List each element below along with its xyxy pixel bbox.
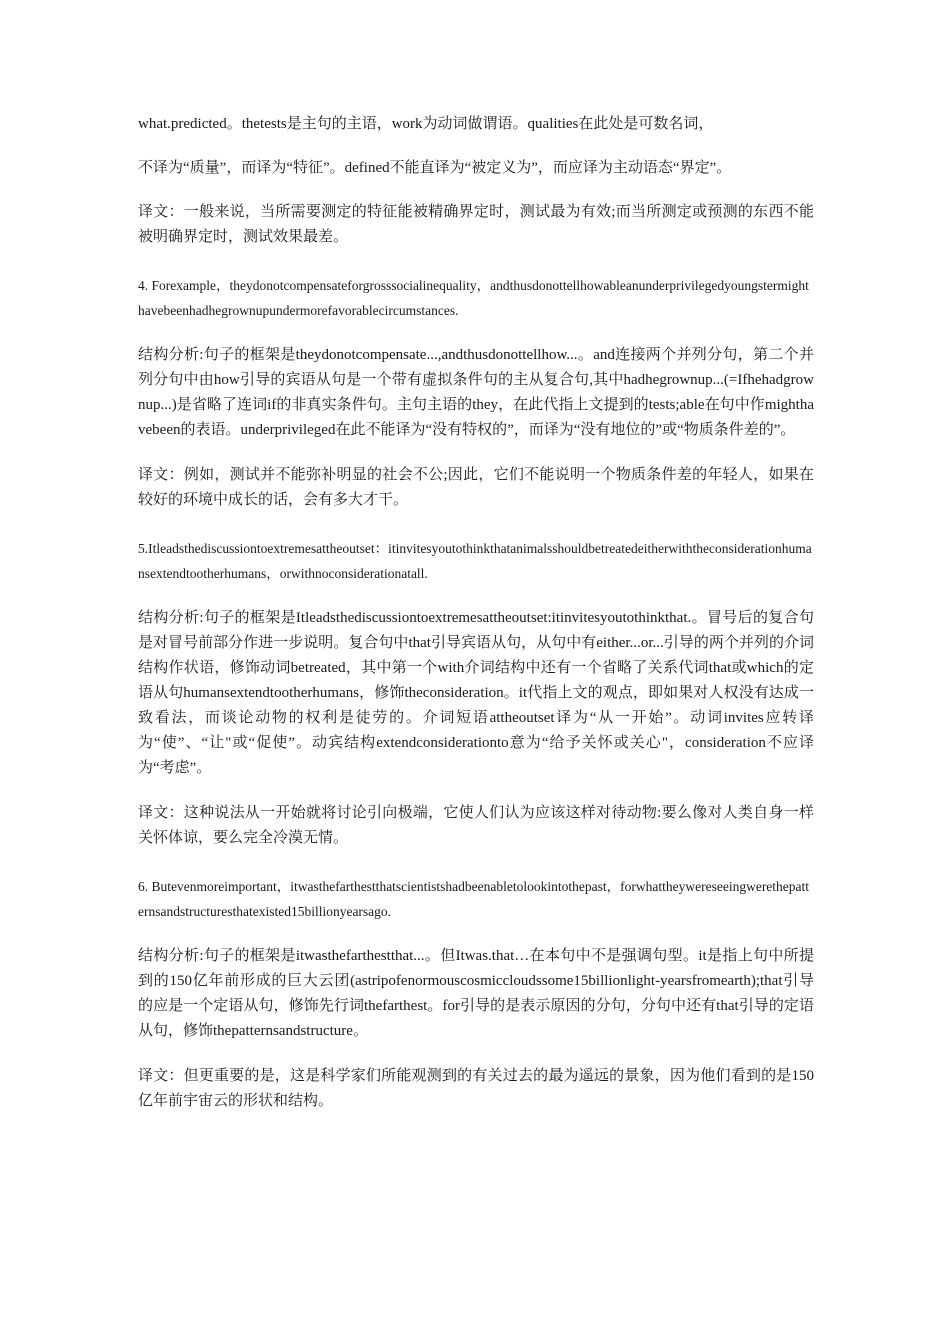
paragraph-translation-4: 译文：例如，测试并不能弥补明显的社会不公;因此，它们不能说明一个物质条件差的年轻人，如果在较好的环境中成长的话，会有多大才干。 bbox=[138, 467, 814, 508]
paragraph-sentence-5: 5.Itleadsthediscussiontoextremesattheoutset：itinvitesyoutothinkthatanimalsshouldbetreatedeitherwiththeconsiderationhumansextendtootherhumans，orwithnoconsiderationatall. bbox=[138, 541, 812, 581]
paragraph-analysis-6: 结构分析:句子的框架是itwasthefarthestthat...。但Itwas.that…在本句中不是强调句型。it是指上句中所提到的150亿年前形成的巨大云团(astripofenormouscosmiccloudssome15billionlight-yearsfromearth);that引导的应是一个定语从句，修饰先行词thefarthest。for引导的是表示原因的分句，分句中还有that引导的定语从句，修饰thepatternsandstructure。 bbox=[138, 948, 814, 1039]
paragraph-sentence-6: 6. Butevenmoreimportant，itwasthefarthestthatscientistshadbeenabletolookintothepast，forwhattheywereseeingwerethepatternsandstructuresthatexisted15billionyearsago. bbox=[138, 879, 810, 919]
paragraph-sentence-4: 4. Forexample，theydonotcompensateforgrosssocialinequality，andthusdonottellhowableanunderprivilegedyoungstermighthavebeenhadhegrownupundermorefavorablecircumstances. bbox=[138, 278, 809, 318]
paragraph-translation-5: 译文：这种说法从一开始就将讨论引向极端，它使人们认为应该这样对待动物:要么像对人类自身一样关怀体谅，要么完全冷漠无情。 bbox=[138, 805, 814, 846]
paragraph-translation-3: 译文：一般来说，当所需要测定的特征能被精确界定时，测试最为有效;而当所测定或预测的东西不能被明确界定时，测试效果最差。 bbox=[138, 204, 814, 245]
paragraph-translation-6: 译文：但更重要的是，这是科学家们所能观测到的有关过去的最为遥远的景象，因为他们看到的是150亿年前宇宙云的形状和结构。 bbox=[138, 1068, 814, 1109]
paragraph-analysis-4: 结构分析:句子的框架是theydonotcompensate...,andthusdonottellhow...。and连接两个并列分句，第二个并列分句中由how引导的宾语从句是一个带有虚拟条件句的主从复合句,其中hadhegrownup...(=Ifhehadgrownup...)是省略了连词if的非真实条件句。主句主语的they，在此代指上文提到的tests;able在句中作mighthavebeen的表语。underprivileged在此不能译为“没有特权的”，而译为“没有地位的”或“物质条件差的”。 bbox=[138, 347, 814, 438]
paragraph-analysis-5: 结构分析:句子的框架是Itleadsthediscussiontoextremesattheoutset:itinvitesyoutothinkthat.。冒号后的复合句是对冒号前部分作进一步说明。复合句中that引导宾语从句，从句中有either...or...引导的两个并列的介词结构作状语，修饰动词betreated，其中第一个with介词结构中还有一个省略了关系代词that或which的定语从句humansextendtootherhumans，修饰theconsideration。it代指上文的观点，即如果对人权没有达成一致看法，而谈论动物的权利是徒劳的。介词短语attheoutset译为“从一开始”。动词invites应转译为“使”、“让"或“促使”。动宾结构extendconsiderationto意为“给予关怀或关心"，consideration不应译为“考虑”。 bbox=[138, 610, 814, 776]
paragraph-analysis-3a: what.predicted。thetests是主句的主语，work为动词做谓语。qualities在此处是可数名词， bbox=[138, 116, 714, 132]
document-body bbox=[138, 112, 814, 1114]
paragraph-analysis-3b: 不译为“质量”，而译为“特征”。defined不能直译为“被定义为”，而应译为主动语态“界定”。 bbox=[138, 160, 732, 176]
